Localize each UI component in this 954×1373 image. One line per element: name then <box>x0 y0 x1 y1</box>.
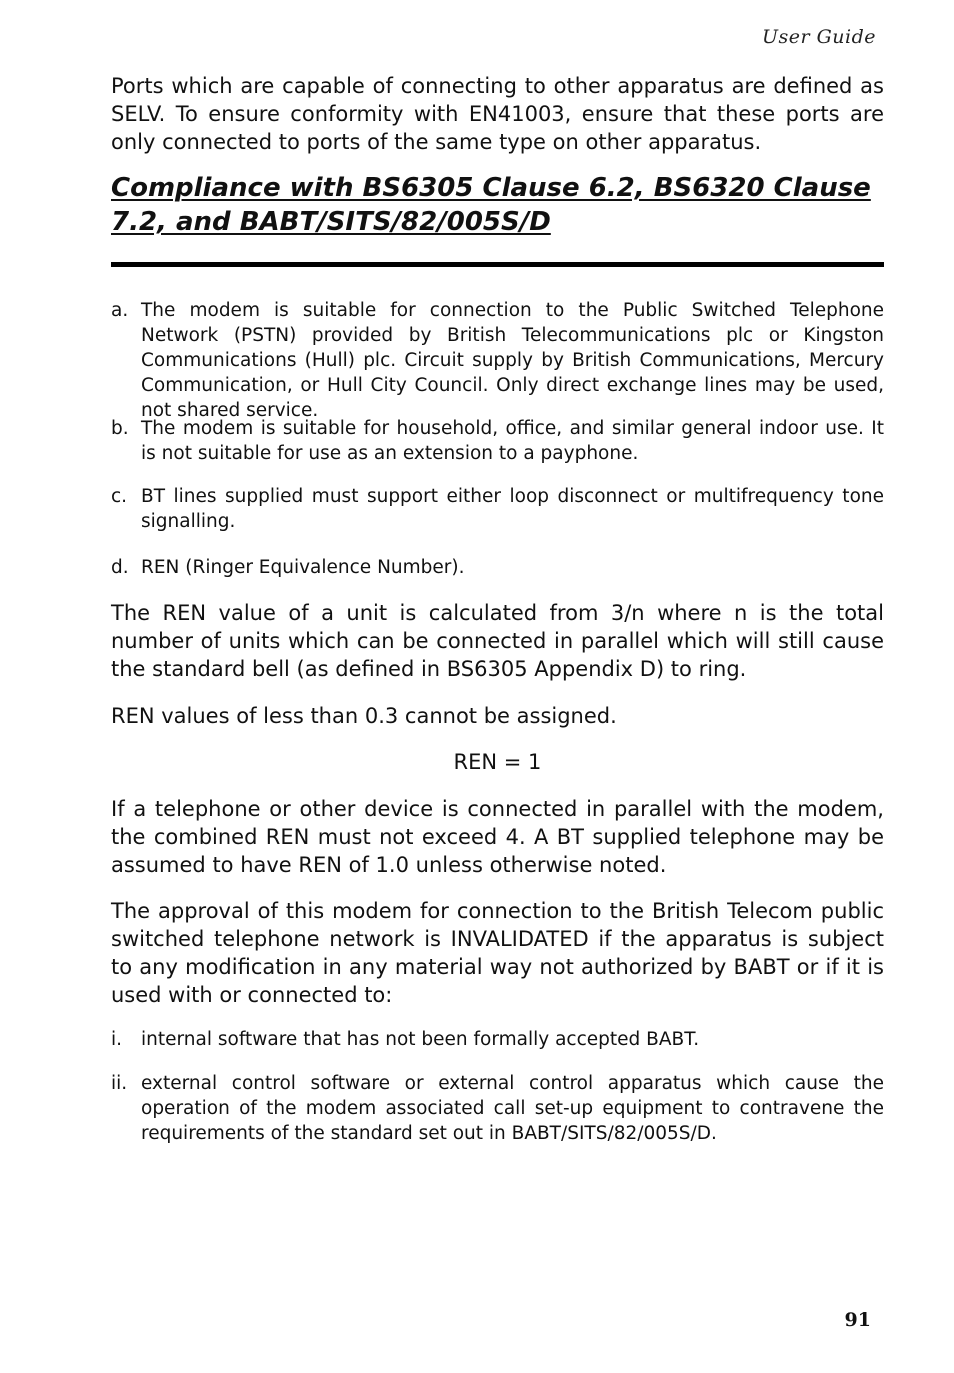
list-marker: c. <box>111 486 128 507</box>
ren-value: REN = 1 <box>453 750 542 774</box>
list-item-text: internal software that has not been formally accepted BABT. <box>141 1029 700 1050</box>
list-item-text: external control software or external control apparatus which cause the operation of the modem associated call set-up equipment to contravene the requirements of the standard set out in BABT/SITS/82/005S/D. <box>141 1073 884 1144</box>
list-marker: b. <box>111 418 129 439</box>
section-heading: Compliance with BS6305 Clause 6.2, BS6320 Clause 7.2, and BABT/SITS/82/005S/D <box>111 173 871 237</box>
list-item-text: BT lines supplied must support either loop disconnect or multifrequency tone signalling. <box>141 486 884 532</box>
page-number: 91 <box>844 1309 871 1331</box>
heading-rule <box>111 262 884 267</box>
list-item-text: The modem is suitable for household, office, and similar general indoor use. It is not suitable for use as an extension to a payphone. <box>141 418 884 464</box>
list-item <box>111 484 884 534</box>
list-marker: ii. <box>111 1073 128 1094</box>
running-header: User Guide <box>761 26 876 48</box>
list-item <box>111 298 884 423</box>
parallel-device-paragraph: If a telephone or other device is connected in parallel with the modem, the combined REN must not exceed 4. A BT supplied telephone may be assumed to have REN of 1.0 unless otherwise noted. <box>111 797 884 877</box>
ren-definition-paragraph: The REN value of a unit is calculated from 3/n where n is the total number of units which can be connected in parallel which will still cause the standard bell (as defined in BS6305 Appendix D) to ring. <box>111 601 884 681</box>
list-item <box>111 1027 884 1052</box>
list-item <box>111 416 884 466</box>
list-item-text: REN (Ringer Equivalence Number). <box>141 557 465 578</box>
intro-paragraph: Ports which are capable of connecting to other apparatus are defined as SELV. To ensure conformity with EN41003, ensure that these ports are only connected to ports of the same type on other apparatus. <box>111 74 884 154</box>
list-marker: i. <box>111 1029 123 1050</box>
list-item <box>111 555 884 580</box>
list-marker: a. <box>111 300 129 321</box>
list-marker: d. <box>111 557 129 578</box>
approval-paragraph: The approval of this modem for connection to the British Telecom public switched telephone network is INVALIDATED if the apparatus is subject to any modification in any material way not authorized by BABT or if it is used with or connected to: <box>111 899 884 1007</box>
ren-minimum-paragraph: REN values of less than 0.3 cannot be assigned. <box>111 704 617 728</box>
list-item <box>111 1071 884 1146</box>
list-item-text: The modem is suitable for connection to the Public Switched Telephone Network (PSTN) provided by British Telecommunications plc or Kingston Communications (Hull) plc. Circuit supply by British Communications, Mercury Communication, or Hull City Council. Only direct exchange lines may be used, not shared service. <box>141 300 884 421</box>
